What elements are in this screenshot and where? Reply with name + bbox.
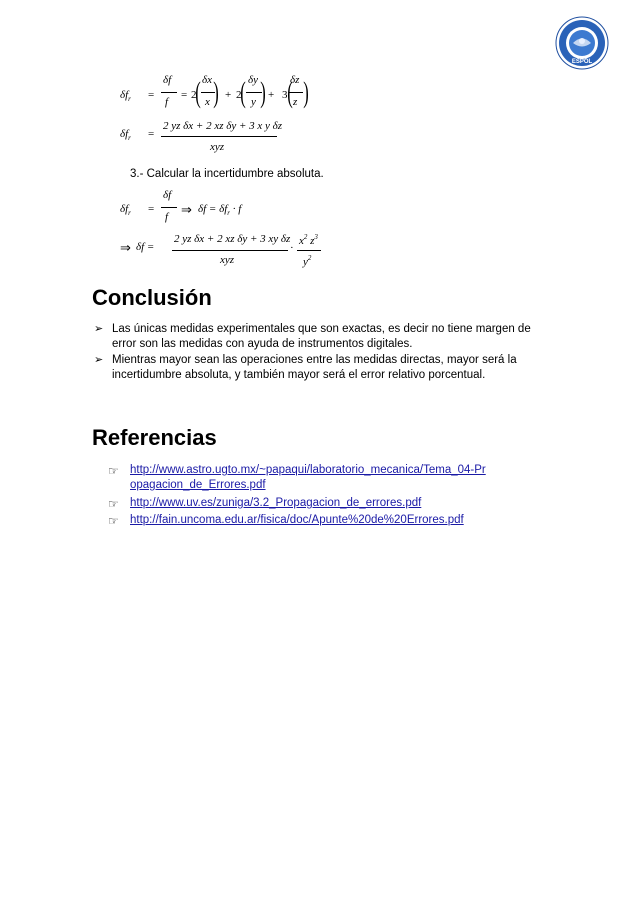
eq4-dot: ·: [290, 242, 294, 254]
eq3-implies-icon: ⇒: [181, 202, 192, 217]
eq1-t3-den: z: [293, 96, 298, 108]
references-heading: Referencias: [92, 425, 217, 450]
reference-link[interactable]: http://www.uv.es/zuniga/3.2_Propagacion_de_errores.pdf: [130, 497, 422, 509]
svg-text:ESPOL: ESPOL: [571, 59, 593, 65]
reference-link[interactable]: http://fain.uncoma.edu.ar/fisica/doc/Apunte%20de%20Errores.pdf: [130, 514, 464, 526]
eq4-denominator-2: $y^2$: [303, 254, 312, 268]
pointing-hand-icon: ☞: [108, 464, 119, 478]
eq1-t2-den: y: [251, 96, 256, 108]
eq4-implies-icon: ⇒: [120, 240, 131, 255]
eq4-numerator-2: $x^2$ $z^3$: [299, 233, 318, 247]
eq1-t1-num: δx: [202, 74, 212, 86]
eq1-equals-2: =: [181, 89, 188, 101]
eq3-rhs: $\delta f = \delta f_r \cdot f$: [198, 203, 242, 217]
eq1-plus-1: +: [225, 89, 232, 101]
eq1-lhs: $\delta f_r$: [120, 89, 131, 103]
pointing-hand-icon: ☞: [108, 514, 119, 528]
eq1-coef-1: 2: [191, 89, 197, 101]
eq4-numerator: 2 yz δx + 2 xz δy + 3 xy δz: [174, 233, 291, 245]
eq1-coef-2: 2: [236, 89, 242, 101]
espol-logo: [555, 16, 609, 70]
eq1-frac-den: f: [165, 96, 169, 108]
conclusion-heading: Conclusión: [92, 285, 212, 310]
eq3-frac-num: δf: [163, 189, 172, 201]
eq2-denominator: xyz: [210, 141, 225, 153]
eq1-t3-num: δz: [290, 74, 300, 86]
eq1-equals: =: [148, 89, 155, 101]
eq1-plus-2: +: [268, 89, 275, 101]
eq1-t2-num: δy: [248, 74, 258, 86]
pointing-hand-icon: ☞: [108, 497, 119, 511]
step-3-text: 3.- Calcular la incertidumbre absoluta.: [130, 168, 324, 180]
eq1-frac-num: δf: [163, 74, 172, 86]
arrow-bullet-icon: ➢: [94, 323, 104, 335]
arrow-bullet-icon: ➢: [94, 354, 104, 366]
reference-item: [108, 496, 422, 511]
eq4-denominator: xyz: [220, 254, 235, 266]
reference-item: [108, 513, 464, 528]
eq2-lhs: $\delta f_r$: [120, 128, 131, 142]
reference-item: [108, 463, 490, 493]
eq1-coef-3: 3: [282, 89, 288, 101]
eq3-lhs: $\delta f_r$: [120, 203, 131, 217]
eq1-t1-den: x: [205, 96, 210, 108]
eq2-numerator: 2 yz δx + 2 xz δy + 3 x y δz: [163, 120, 283, 132]
eq3-frac-den: f: [165, 211, 169, 223]
eq3-equals: =: [148, 203, 155, 215]
conclusion-item: ➢ Mientras mayor sean las operaciones entre las medidas directas, mayor será la incertidumbre absoluta, y también mayor será el error relativo porcentual.: [94, 354, 517, 381]
eq4-lhs: δf =: [136, 241, 155, 253]
reference-link[interactable]: http://www.astro.ugto.mx/~papaqui/laboratorio_mecanica/Tema_04-Propagacion_de_Errores.pdf: [130, 464, 486, 491]
eq2-equals: =: [148, 128, 155, 140]
conclusion-item: ➢ Las únicas medidas experimentales que son exactas, es decir no tiene margen de error son las medidas con ayuda de instrumentos digitales.: [94, 323, 531, 350]
